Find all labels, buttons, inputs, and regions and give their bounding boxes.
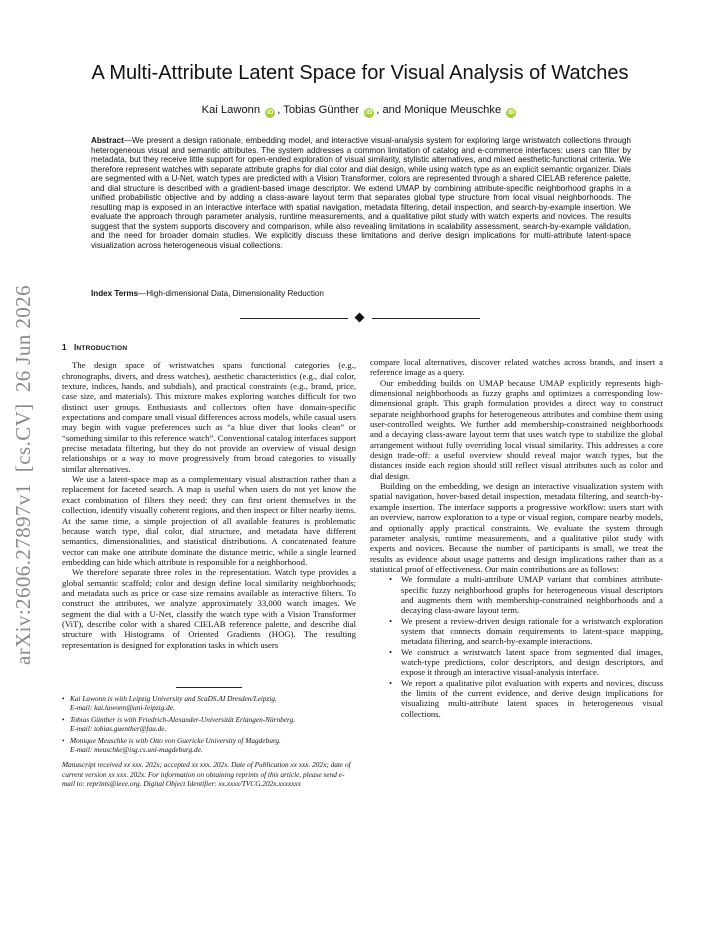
body-paragraph: We therefore separate three roles in the representation. Watch type provides a global semantic scaffold; color and design define local similarity neighborhoods; and metadata such as price or case size remains available as interactive filters. To construct the attributes, we analyze approximately 33,000 watch images. We segment the dial with a U-Net, classify the watch type with a Vision Transformer (ViT), describe color with a shared CIELAB reference palette, and describe dial structure with Histograms of Oriented Gradients (HOG). The resulting representation is designed for exploration tasks in which users [62,567,356,650]
author-list: Kai Lawonn iD , Tobias Günther iD , and Monique Meuschke iD [201,104,515,116]
paper-title: A Multi-Attribute Latent Space for Visual Analysis of Watches [91,62,629,84]
divider-line [372,318,480,319]
body-paragraph: compare local alternatives, discover related watches across brands, and insert a reference image as a query. [370,357,663,378]
footnote: • Tobias Günther is with Friedrich-Alexander-Universität Erlangen-Nürnberg. E-mail: tobias.guenther@fau.de. [62,714,296,734]
left-column [62,343,356,650]
body-paragraph: We use a latent-space map as a complementary visual abstraction rather than a replacement for faceted search. A map is useful when users do not yet know the exact combination of filters they need: they can first orient themselves in the collection, identify visually coherent regions, and then inspect or filter nearby items. At the same time, a simple projection of all available features is problematic because watch type, dial color, dial structure, and metadata have different semantics, dimensionalities, and statistical distributions. A concatenated feature vector can make one attribute dominate the distance metric, while a single learned embedding can hide which attribute is responsible for a neighborhood. [62,474,356,567]
right-column [370,357,663,719]
footnotes [62,694,356,789]
bullet-icon: • [389,574,393,585]
section-heading: 1 INTRODUCTION [62,343,128,352]
bullet-icon: • [389,677,393,688]
list-item: • We formulate a multi-attribute UMAP variant that combines attribute-specific fuzzy neighborhood graphs for heterogeneous visual descriptors and augments them with membership-constrained neighborhoods and a decaying class-aware layout term. [389,574,663,616]
list-item: • We report a qualitative pilot evaluation with experts and novices, discuss the limits of the current evidence, and derive design implications for visualizing multi-attribute latent spaces in heterogeneous visual collections. [389,677,663,719]
orcid-icon[interactable]: iD [266,109,274,116]
footnote-rule [176,687,242,688]
list-item: • We present a review-driven design rationale for a wristwatch exploration system that connects domain requirements to latent-space mapping, metadata filtering, and search-by-example interactions. [389,615,663,647]
divider-line [240,318,348,319]
manuscript-note: Manuscript received xx xxx. 202x; accepted xx xxx. 202x. Date of Publication xx xxx. 202x; date of current version xx xxx. 202x. For information on obtaining reprints of this article, please send e-mail to: reprints@ieee.org. Digital Object Identifier: xx.xxxx/TVCG.202x.xxxxxxx [62,760,351,789]
abstract-text: —We present a design rationale, embedding model, and interactive visual-analysis system for exploring large wristwatch collections through heterogeneous visual and semantic attributes. The system addresses a common limitation of catalog and e-commerce interfaces: users can filter by metadata, but they receive little support for open-ended exploration of visual similarity, stylistic alternatives, and mixed aesthetic-functional criteria. We therefore represent watches with separate attribute graphs for dial color and dial design, while using watch type as an explicit semantic organizer. Dials are segmented with a U-Net, watch types are predicted with a Vision Transformer, colors are represented through a shared CIELAB reference palette, and dial structure is described with a gradient-based image descriptor. We extend UMAP by combining attribute-specific neighborhood graphs in a unified probabilistic objective and by adding a class-aware layout term that separates global type structure from local visual neighborhoods. The resulting map is exposed in an interactive interface with spatial navigation, metadata filtering, detail inspection, and search-by-example insertion. We evaluate the approach through parameter analysis, runtime measurements, and a qualitative pilot study with watch experts and novices. The results suggest that the system supports discovery and comparison, while also revealing limitations in scalability assessment, search-by-example validation, and the need for broader domain studies. We explicitly discuss these limitations and derive design implications for multi-attribute latent-space visualization across heterogeneous visual collections. [91,136,631,251]
abstract [91,136,631,251]
footnote: • Monique Meuschke is with Otto von Guericke University of Magdeburg. E-mail: meuschke@isg.cs.uni-magdeburg.de. [62,735,281,755]
list-item: • We construct a wristwatch latent space from segmented dial images, watch-type predictions, color descriptors, and design descriptors, and expose it through an interactive visual-analysis interface. [389,646,663,678]
index-terms-text: —High-dimensional Data, Dimensionality Reduction [138,289,324,298]
author-name: Kai Lawonn [201,104,261,116]
index-terms [91,289,631,299]
arxiv-stamp [6,265,38,665]
arxiv-identifier: arXiv:2606.27897v1 [cs.CV] 26 Jun 2026 [11,285,35,665]
bullet-icon: • [389,615,393,626]
author-name: and Monique Meuschke [382,104,502,116]
body-paragraph: Building on the embedding, we design an interactive visualization system with spatial navigation, hover-based detail inspection, metadata filtering, and search-by-example insertion. The interface supports a progressive workflow: users start with an overview, narrow exploration to a type or visual region, compare nearby models, and optionally apply practical constraints. We evaluate the system through parameter analysis, runtime measurements, and a qualitative pilot study with experts and novices. Because the number of participants is small, we treat the results as evidence about usage patterns and design implications rather than as a statistical proof of effectiveness. Our main contributions are as follows: [370,481,663,574]
contribution-list [370,574,663,719]
diamond-icon [355,313,365,323]
abstract-label: Abstract [91,136,124,145]
index-terms-label: Index Terms [91,289,139,298]
section-divider [240,312,480,324]
orcid-icon[interactable]: iD [365,109,373,116]
orcid-icon[interactable]: iD [508,109,515,116]
footnote: • Kai Lawonn is with Leipzig University and ScaDS.AI Dresden/Leipzig. E-mail: kai.lawonn@uni-leipzig.de. [62,694,277,713]
body-paragraph: The design space of wristwatches spans functional categories (e.g., chronographs, divers, and dress watches), aesthetic characteristics (e.g., dial color, texture, indices, hands, and subdials), and practical constraints (e.g., brand, price, case size, and materials). This mixture makes exploring watches difficult for two distinct user groups. Enthusiasts and collectors often have domain-specific expectations and compare small visual differences across models, while casual users may begin with vague preferences such as “a blue diver that looks clean” or “something similar to this reference watch”. Conventional catalog interfaces support precise metadata filtering, but they do not provide an overview of visual design relationships or a way to move progressively from broad categories to visually similar alternatives. [62,360,356,474]
bullet-icon: • [389,646,393,657]
body-paragraph: Our embedding builds on UMAP because UMAP explicitly represents high-dimensional neighborhoods as fuzzy graphs and optimizes a corresponding low-dimensional graph. This graph formulation provides a direct way to construct separate neighborhood graphs for heterogeneous attributes and combine them using user-controlled weights. We further add membership-constrained neighborhoods and a decaying class-aware layout term that uses watch type to stabilize the global arrangement without fully overriding local visual similarity. This addresses a core design trade-off: a useful overview should reveal major watch types, but the distances inside each region should still reflect visual attributes such as color and dial design. [370,377,663,481]
author-name: Tobias Günther [283,104,360,116]
